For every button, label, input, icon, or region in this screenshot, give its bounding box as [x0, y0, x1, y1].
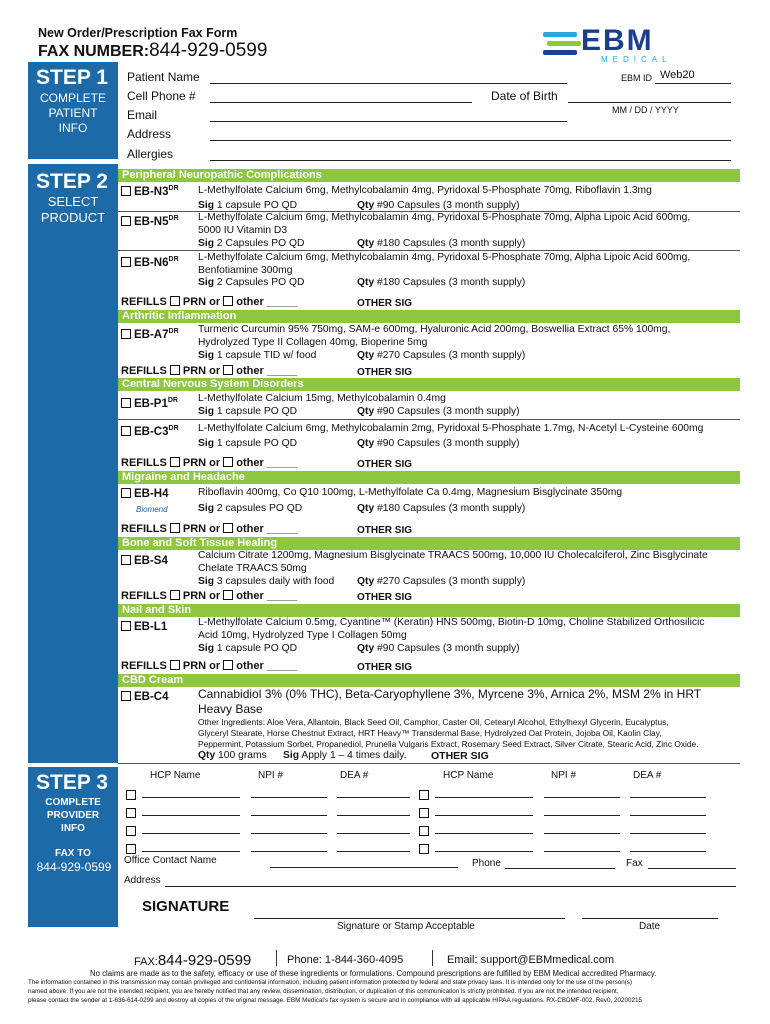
- step2-sub-2: PRODUCT: [40, 210, 106, 225]
- prn-checkbox[interactable]: [170, 590, 180, 600]
- hcp-field[interactable]: [142, 833, 240, 834]
- other-checkbox[interactable]: [223, 296, 233, 306]
- footer-fax: FAX:844-929-0599: [134, 952, 252, 969]
- product-c4-desc-2: Heavy Base: [198, 702, 263, 716]
- date-label: Date: [639, 921, 661, 932]
- fax-number-header: [38, 40, 267, 62]
- checkbox[interactable]: [121, 186, 131, 196]
- ebm-id-label: EBM ID: [621, 73, 653, 83]
- phone-field[interactable]: [505, 868, 615, 869]
- step2-title: STEP 2: [36, 170, 108, 193]
- office-contact-field[interactable]: [270, 867, 458, 868]
- checkbox[interactable]: [121, 488, 131, 498]
- product-l1-qty: #90 Capsules (3 month supply): [377, 643, 520, 654]
- provider-checkbox[interactable]: [419, 844, 429, 854]
- hcp-field[interactable]: [142, 815, 240, 816]
- product-c4-ingredients-1: Other Ingredients: Aloe Vera, Allantoin, Black Seed Oil, Camphor, Caster Oil, Cetearyl Alcohol, Ethylhexyl Glycerin, Eucalyptus,: [198, 717, 669, 727]
- fax-number-value: 844-929-0599: [149, 40, 268, 61]
- provider-address-field[interactable]: [165, 886, 736, 887]
- product-n3-desc: L-Methylfolate Calcium 6mg, Methylcobalamin 4mg, Pyridoxal 5-Phosphate 70mg, Riboflavin 1.3mg: [198, 185, 652, 196]
- cell-phone-label: Cell Phone #: [127, 89, 196, 103]
- product-p1[interactable]: $EB-P1^{DR}$: [121, 397, 178, 410]
- prn-checkbox[interactable]: [170, 660, 180, 670]
- dob-format: MM / DD / YYYY: [612, 105, 679, 115]
- step2-panel: [28, 164, 118, 763]
- divider: [118, 250, 740, 251]
- section-cbd: CBD Cream: [118, 674, 740, 687]
- divider: [432, 950, 433, 966]
- product-n3-qty: #90 Capsules (3 month supply): [377, 200, 520, 211]
- product-a7-qty: #270 Capsules (3 month supply): [377, 350, 526, 361]
- checkbox[interactable]: [121, 398, 131, 408]
- product-h4-desc: Riboflavin 400mg, Co Q10 100mg, L-Methylfolate Ca 0.4mg, Magnesium Bisglycinate 350mg: [198, 487, 623, 498]
- email-field[interactable]: [210, 121, 567, 122]
- ebm-id-field[interactable]: [655, 83, 731, 84]
- form-title: New Order/Prescription Fax Form: [38, 26, 238, 40]
- product-h4[interactable]: EB-H4: [121, 488, 169, 500]
- checkbox[interactable]: [121, 329, 131, 339]
- fax-number-label: FAX NUMBER:: [38, 43, 150, 60]
- product-l1[interactable]: EB-L1: [121, 621, 167, 633]
- other-sig-bone[interactable]: OTHER SIG: [357, 592, 413, 603]
- step1-title: STEP 1: [36, 66, 108, 89]
- address-label: Address: [127, 127, 172, 141]
- product-c4-ingredients-2: Glyceryl Stearate, Horse Chestnut Extract, HRT Heavy™ Transdermal Base, Hydrolyzed Oat Protein, Jojoba Oil, Kaolin Clay,: [198, 728, 662, 738]
- other-checkbox[interactable]: [223, 660, 233, 670]
- provider-checkbox[interactable]: [419, 826, 429, 836]
- step1-sub-3: INFO: [58, 121, 88, 135]
- step1-sub-2: PATIENT: [48, 106, 98, 120]
- step3-sub-2: PROVIDER: [46, 810, 100, 821]
- step3-title: STEP 3: [36, 771, 108, 794]
- product-l1-desc-1: L-Methylfolate Calcium 0.5mg, Cyantine™ (Keratin) HNS 500mg, Biotin-D 10mg, Choline Stabilized Orthosilicic: [198, 617, 705, 628]
- checkbox[interactable]: [121, 426, 131, 436]
- provider-checkbox[interactable]: [126, 808, 136, 818]
- product-n6-sig: 2 Capsules PO QD: [216, 277, 305, 288]
- product-p1-desc: L-Methylfolate Calcium 15mg, Methylcobalamin 0.4mg: [198, 393, 446, 404]
- checkbox[interactable]: [121, 216, 131, 226]
- product-n3-sig: 1 capsule PO QD: [216, 200, 298, 211]
- section-arthritic: Arthritic Inflammation: [118, 310, 740, 323]
- other-sig-nail[interactable]: OTHER SIG: [357, 662, 413, 673]
- footer-legal-3: please contact the sender at 1-636-614-0299 and destroy all copies of the original message. EBM Medical's fax system is secure and in compliance with all applicable HIPAA regulations. RX-CBDMF-002, Rev0, 20200215: [28, 997, 642, 1004]
- product-n5-qty: #180 Capsules (3 month supply): [377, 238, 526, 249]
- footer-disclaimer: No claims are made as to the safety, efficacy or use of these ingredients or formulations. Compound prescriptions are fulfilled by EBM Medical accredited Pharmacy.: [90, 969, 657, 978]
- hcp-field[interactable]: [435, 797, 533, 798]
- fax-to-number: 844-929-0599: [36, 860, 112, 874]
- signature-field[interactable]: [254, 918, 565, 919]
- section-nail: Nail and Skin: [118, 604, 740, 617]
- product-p1-sig: 1 capsule PO QD: [216, 406, 298, 417]
- npi-field[interactable]: [544, 851, 620, 852]
- refills-bone[interactable]: REFILLS PRN or other _____: [121, 590, 298, 602]
- checkbox[interactable]: [121, 691, 131, 701]
- npi-field[interactable]: [544, 833, 620, 834]
- divider: [118, 419, 740, 420]
- product-a7-desc-1: Turmeric Curcumin 95% 750mg, SAM-e 600mg, Hyaluronic Acid 200mg, Boswellia Extract 65% 100mg,: [198, 324, 671, 335]
- npi-field[interactable]: [544, 815, 620, 816]
- npi-header-2: NPI #: [551, 770, 577, 781]
- product-n5[interactable]: $EB-N5^{DR}$: [121, 215, 179, 228]
- checkbox[interactable]: [121, 621, 131, 631]
- npi-header-1: NPI #: [258, 770, 284, 781]
- prn-checkbox[interactable]: [170, 365, 180, 375]
- fax-to-label: FAX TO: [55, 848, 91, 859]
- other-checkbox[interactable]: [223, 523, 233, 533]
- product-c3-sig: 1 capsule PO QD: [216, 438, 298, 449]
- product-n6-qty: #180 Capsules (3 month supply): [377, 277, 526, 288]
- product-s4-qty: #270 Capsules (3 month supply): [377, 576, 526, 587]
- provider-checkbox[interactable]: [419, 790, 429, 800]
- footer-phone: Phone: 1-844-360-4095: [287, 954, 404, 966]
- product-c4-sig: Apply 1 – 4 times daily.: [301, 750, 407, 761]
- signature-label: SIGNATURE: [142, 898, 230, 915]
- allergies-field[interactable]: [210, 160, 731, 161]
- dea-field[interactable]: [630, 851, 706, 852]
- fax-label: Fax: [626, 858, 643, 869]
- signature-caption: Signature or Stamp Acceptable: [337, 921, 475, 932]
- product-n6-desc-2: Benfotiamine 300mg: [198, 265, 293, 276]
- product-c4-qty: 100 grams: [218, 750, 267, 761]
- other-sig-cbd[interactable]: OTHER SIG: [431, 750, 489, 762]
- product-l1-sig: 1 capsule PO QD: [216, 643, 298, 654]
- address-field[interactable]: [210, 140, 731, 141]
- dea-field[interactable]: [630, 815, 706, 816]
- other-checkbox[interactable]: [223, 590, 233, 600]
- npi-field[interactable]: [251, 797, 327, 798]
- prn-checkbox[interactable]: [170, 523, 180, 533]
- product-n6[interactable]: $EB-N6^{DR}$: [121, 256, 179, 269]
- dea-field[interactable]: [630, 797, 706, 798]
- provider-checkbox[interactable]: [419, 808, 429, 818]
- other-checkbox[interactable]: [223, 365, 233, 375]
- other-sig-neuro[interactable]: OTHER SIG: [357, 298, 413, 309]
- office-contact-label: Office Contact Name: [124, 855, 217, 866]
- product-n5-desc-2: 5000 IU Vitamin D3: [198, 225, 288, 236]
- product-l1-desc-2: Acid 10mg, Hydrolyzed Type I Collagen 50mg: [198, 630, 407, 641]
- section-cns: Central Nervous System Disorders: [118, 378, 740, 391]
- phone-label: Phone: [472, 858, 501, 869]
- checkbox[interactable]: [121, 257, 131, 267]
- npi-field[interactable]: [251, 851, 327, 852]
- refills-nail[interactable]: REFILLS PRN or other _____: [121, 660, 298, 672]
- fax-field[interactable]: [648, 868, 736, 869]
- provider-checkbox[interactable]: [126, 826, 136, 836]
- hcp-field[interactable]: [435, 815, 533, 816]
- section-bone: Bone and Soft Tissue Healing: [118, 537, 740, 550]
- npi-field[interactable]: [251, 833, 327, 834]
- product-s4[interactable]: EB-S4: [121, 555, 168, 567]
- logo-subtext: MEDICAL: [601, 55, 672, 64]
- footer-legal-1: The information contained in this transmission may contain privileged and confidential information, including patient information protected by federal and state privacy laws. It is intended only for the use of the person(s): [28, 979, 633, 986]
- npi-field[interactable]: [544, 797, 620, 798]
- other-sig-migraine[interactable]: OTHER SIG: [357, 525, 413, 536]
- dob-label: Date of Birth: [491, 89, 558, 103]
- product-n6-desc-1: L-Methylfolate Calcium 6mg, Methylcobalamin 4mg, Pyridoxal 5-Phosphate 70mg, Alpha Lipoic Acid 600mg,: [198, 252, 691, 263]
- other-checkbox[interactable]: [223, 457, 233, 467]
- product-c3-qty: #90 Capsules (3 month supply): [377, 438, 520, 449]
- patient-name-field[interactable]: [210, 83, 567, 84]
- dea-field[interactable]: [337, 851, 410, 852]
- step3-panel: [28, 767, 118, 927]
- dea-field[interactable]: [337, 815, 410, 816]
- divider: [276, 950, 277, 966]
- biomend-logo: Biomend: [136, 505, 168, 514]
- dea-header-2: DEA #: [633, 770, 662, 781]
- product-s4-desc-2: Chelate TRAACS 50mg: [198, 563, 307, 574]
- hcp-field[interactable]: [435, 851, 533, 852]
- product-n5-desc-1: L-Methylfolate Calcium 6mg, Methylcobalamin 4mg, Pyridoxal 5-Phosphate 70mg, Alpha Lipoic Acid 600mg,: [198, 212, 691, 223]
- hcp-name-header-2: HCP Name: [443, 770, 494, 781]
- product-c4[interactable]: EB-C4: [121, 691, 169, 703]
- logo-mark-icon: [543, 30, 583, 60]
- divider: [118, 763, 740, 764]
- checkbox[interactable]: [121, 555, 131, 565]
- provider-checkbox[interactable]: [126, 844, 136, 854]
- product-a7-desc-2: Hydrolyzed Type II Collagen 40mg, Bioperine 5mg: [198, 337, 428, 348]
- step2-sub-1: SELECT: [47, 194, 99, 209]
- footer-legal-2: named above. If you are not the intended recipient, you are hereby notified that any review, dissemination, distribution, or duplication of this communication is strictly prohibited. If you are not the intended recipient,: [28, 988, 619, 995]
- section-migraine: Migraine and Headache: [118, 471, 740, 484]
- refills-neuro[interactable]: REFILLS PRN or other _____: [121, 296, 298, 308]
- product-s4-sig: 3 capsules daily with food: [216, 576, 335, 587]
- other-sig-cns[interactable]: OTHER SIG: [357, 459, 413, 470]
- allergies-label: Allergies: [127, 147, 174, 161]
- product-s4-desc-1: Calcium Citrate 1200mg, Magnesium Bisglycinate TRAACS 500mg, 10,000 IU Cholecalciferol, Zinc Bisglycinate: [198, 550, 708, 561]
- section-neuro: Peripheral Neuropathic Complications: [118, 169, 740, 182]
- cell-phone-field[interactable]: [210, 102, 472, 103]
- patient-name-label: Patient Name: [127, 70, 200, 84]
- email-label: Email: [127, 108, 158, 122]
- ebm-id-value[interactable]: Web20: [660, 69, 695, 81]
- refills-cns[interactable]: REFILLS PRN or other _____: [121, 457, 298, 469]
- other-sig-arthritic[interactable]: OTHER SIG: [357, 367, 413, 378]
- date-field[interactable]: [582, 918, 718, 919]
- product-n3[interactable]: $EB-N3^{DR}$: [121, 185, 179, 198]
- dea-header-1: DEA #: [340, 770, 369, 781]
- dea-field[interactable]: [337, 833, 410, 834]
- product-h4-sig: 2 capsules PO QD: [216, 503, 303, 514]
- prn-checkbox[interactable]: [170, 457, 180, 467]
- npi-field[interactable]: [251, 815, 327, 816]
- logo-text: EBM: [581, 24, 654, 57]
- hcp-field[interactable]: [435, 833, 533, 834]
- product-c4-desc-1: Cannabidiol 3% (0% THC), Beta-Caryophyllene 3%, Myrcene 3%, Arnica 2%, MSM 2% in HRT: [198, 687, 702, 701]
- hcp-name-header-1: HCP Name: [150, 770, 201, 781]
- provider-address-label: Address: [124, 875, 161, 886]
- prn-checkbox[interactable]: [170, 296, 180, 306]
- refills-arthritic[interactable]: REFILLS PRN or other _____: [121, 365, 298, 377]
- hcp-field[interactable]: [142, 797, 240, 798]
- dea-field[interactable]: [630, 833, 706, 834]
- product-p1-qty: #90 Capsules (3 month supply): [377, 406, 520, 417]
- step1-panel: [28, 62, 118, 159]
- product-a7[interactable]: $EB-A7^{DR}$: [121, 328, 179, 341]
- product-a7-sig: 1 capsule TID w/ food: [216, 350, 317, 361]
- product-c3[interactable]: $EB-C3^{DR}$: [121, 425, 179, 438]
- product-c3-desc: L-Methylfolate Calcium 6mg, Methylcobalamin 2mg, Pyridoxal 5-Phosphate 1.7mg, N-Acetyl L-Cysteine 600mg: [198, 423, 704, 434]
- step1-sub-1: COMPLETE: [39, 91, 106, 105]
- footer-email[interactable]: Email: support@EBMmedical.com: [447, 954, 615, 966]
- ebm-logo: [541, 24, 701, 68]
- product-c4-ingredients-3: Peppermint, Potassium Sorbet, Propanediol, Prunella Vulgaris Extract, Rosemary Seed Extract, Silver Citrate, Stearic Acid, Zinc Oxide.: [198, 739, 699, 749]
- refills-migraine[interactable]: REFILLS PRN or other _____: [121, 523, 298, 535]
- step3-sub-1: COMPLETE: [45, 797, 101, 808]
- hcp-field[interactable]: [142, 851, 240, 852]
- dob-field[interactable]: [568, 102, 731, 103]
- provider-checkbox[interactable]: [126, 790, 136, 800]
- product-h4-qty: #180 Capsules (3 month supply): [377, 503, 526, 514]
- step3-sub-3: INFO: [61, 823, 85, 834]
- dea-field[interactable]: [337, 797, 410, 798]
- product-n5-sig: 2 Capsules PO QD: [216, 238, 305, 249]
